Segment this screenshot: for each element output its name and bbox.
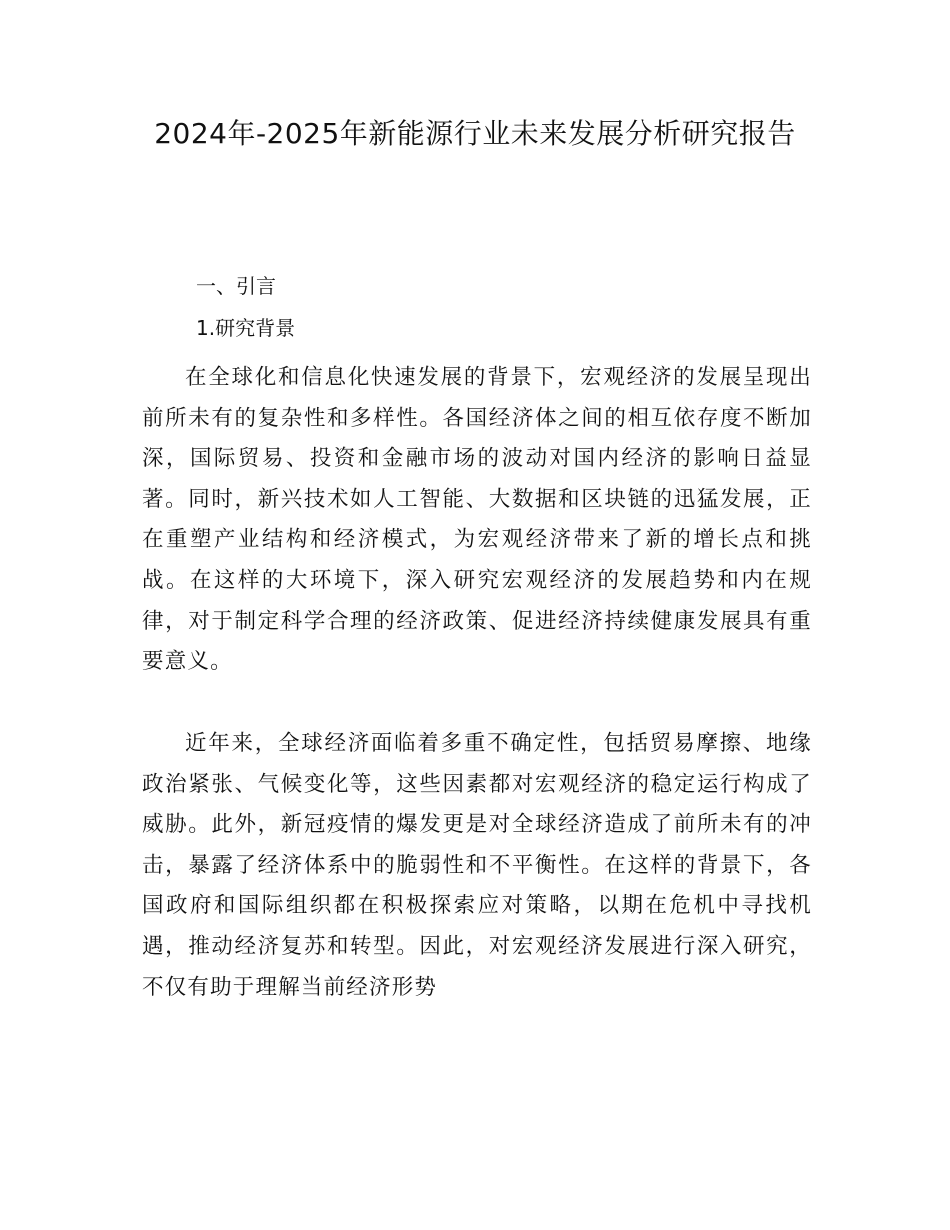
body-paragraph: 在全球化和信息化快速发展的背景下，宏观经济的发展呈现出前所未有的复杂性和多样性。各国经济体之间的相互依存度不断加深，国际贸易、投资和金融市场的波动对国内经济的影响日益显著。同时，新兴技术如人工智能、大数据和区块链的迅猛发展，正在重塑产业结构和经济模式，为宏观经济带来了新的增长点和挑战。在这样的大环境下，深入研究宏观经济的发展趋势和内在规律，对于制定科学合理的经济政策、促进经济持续健康发展具有重要意义。 [142,365,812,675]
body-paragraph: 近年来，全球经济面临着多重不确定性，包括贸易摩擦、地缘政治紧张、气候变化等，这些因素都对宏观经济的稳定运行构成了威胁。此外，新冠疫情的爆发更是对全球经济造成了前所未有的冲击，暴露了经济体系中的脆弱性和不平衡性。在这样的背景下，各国政府和国际组织都在积极探索应对策略，以期在危机中寻找机遇，推动经济复苏和转型。因此，对宏观经济发展进行深入研究，不仅有助于理解当前经济形势 [142,731,812,1000]
section-heading: 一、引言 [196,274,276,298]
document-title: 2024年-2025年新能源行业未来发展分析研究报告 [154,117,796,150]
subsection-heading: 1.研究背景 [196,316,296,340]
